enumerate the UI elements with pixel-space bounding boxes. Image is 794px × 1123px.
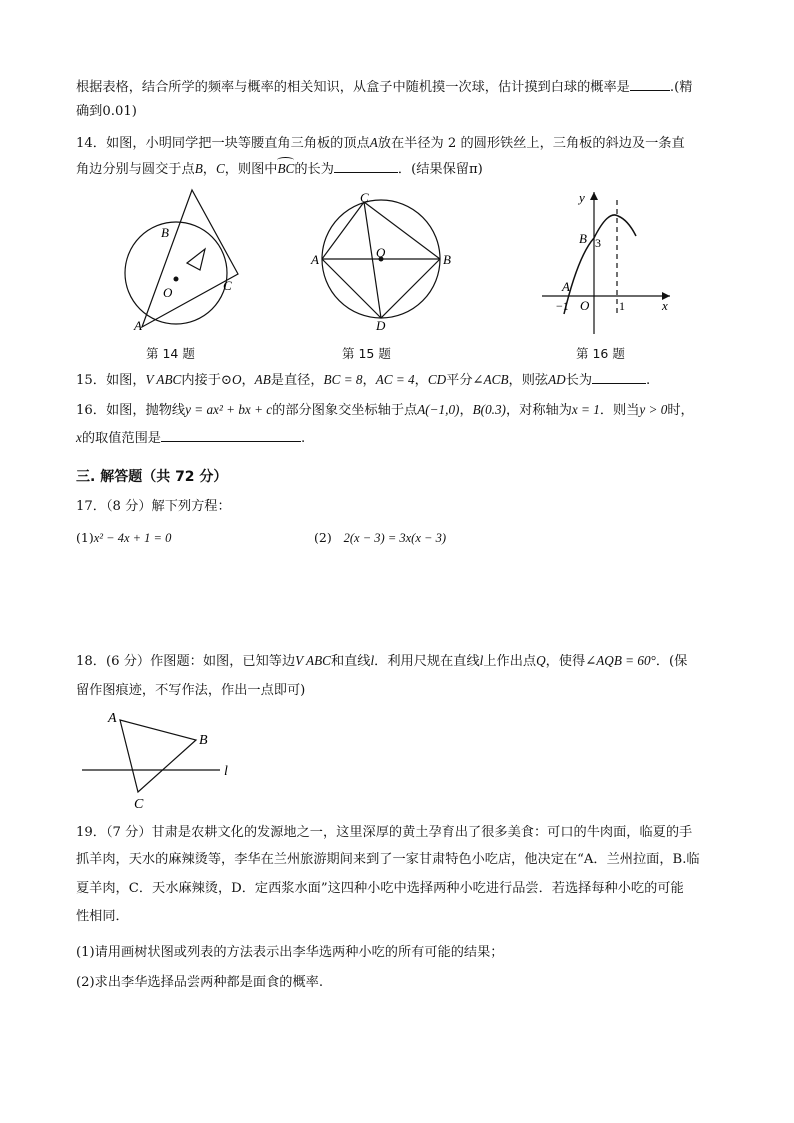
q13-text: 根据表格，结合所学的频率与概率的相关知识，从盒子中随机摸一次球，估计摸到白球的概率是 [76, 80, 630, 95]
fig16-label-neg1: −1 [556, 299, 569, 313]
q13-line-1: 根据表格，结合所学的频率与概率的相关知识，从盒子中随机摸一次球，估计摸到白球的概率是 .(精 [76, 80, 693, 95]
q16-line-1: 16．如图，抛物线y = ax² + bx + c的部分图象交坐标轴于点A(−1,0)，B(0.3)，对称轴为x = 1．则当y > 0时， [76, 402, 694, 418]
fig18-label-C: C [134, 797, 144, 812]
figure-16 [536, 186, 680, 338]
fig18-label-B: B [199, 733, 208, 748]
q16-answer-blank[interactable] [161, 429, 301, 442]
fig16-label-y: y [579, 190, 585, 205]
fig14-triangle [142, 190, 238, 327]
fig16-label-B: B [579, 231, 587, 246]
figure-18 [76, 708, 246, 812]
q19-part-1: (1)请用画树状图或列表的方法表示出李华选两种小吃的所有可能的结果； [76, 945, 504, 960]
fig18-triangle [120, 720, 196, 792]
fig14-label-B: B [161, 225, 169, 240]
q17-part-1: (1)x² − 4x + 1 = 0 [76, 530, 172, 545]
fig18-label-A: A [108, 711, 117, 726]
fig16-label-1: 1 [619, 299, 625, 313]
fig14-label-C: C [223, 278, 232, 293]
fig15-label-O: O [376, 245, 386, 260]
q19-part-2: (2)求出李华选择品尝两种都是面食的概率. [76, 975, 324, 990]
q14-answer-blank[interactable] [334, 160, 398, 173]
q16-line-2: x的取值范围是 . [76, 430, 306, 446]
fig15-label-A: A [311, 252, 319, 267]
fig14-center-point [174, 277, 179, 282]
fig18-label-l: l [224, 764, 228, 779]
q18-line-2: 留作图痕迹，不写作法，作出一点即可) [76, 683, 306, 698]
fig15-label-B: B [443, 252, 451, 267]
q19-line-3: 夏羊肉，C．天水麻辣烫，D．定西浆水面”这四种小吃中选择两种小吃进行品尝．若选择每种小吃的可能 [76, 881, 684, 896]
fig15-label-C: C [360, 192, 369, 205]
q15-line: 15．如图，V ABC内接于⊙O，AB是直径，BC = 8，AC = 4，CD平分∠ACB，则弦AD长为 . [76, 372, 651, 388]
section-3-heading: 三. 解答题（共 72 分） [76, 469, 228, 485]
fig16-label-3: 3 [595, 236, 601, 250]
q19-line-1: 19．（7 分）甘肃是农耕文化的发源地之一，这里深厚的黄土孕育出了很多美食：可口的牛肉面，临夏的手 [76, 825, 693, 840]
q19-line-4: 性相同． [76, 909, 129, 924]
fig15-label-D: D [376, 318, 386, 332]
fig16-label-O: O [580, 298, 590, 313]
q18-line-1: 18．(6 分）作图题：如图，已知等边V ABC和直线l．利用尺规在直线l上作出点Q，使得∠AQB = 60°．(保 [76, 653, 688, 669]
q17-part-2: (2) 2(x − 3) = 3x(x − 3) [314, 530, 446, 545]
fig16-parabola [564, 215, 636, 314]
fig16-label-A: A [562, 279, 570, 294]
q15-answer-blank[interactable] [592, 371, 646, 384]
q14-line-1: 14．如图，小明同学把一块等腰直角三角板的顶点A放在半径为 2 的圆形铁丝上，三角板的斜边及一条直 [76, 135, 685, 151]
arc-bc-label: BC [277, 161, 295, 176]
figure-15 [310, 192, 458, 332]
fig14-caption: 第 14 题 [146, 346, 195, 361]
fig14-label-A: A [134, 318, 142, 333]
fig15-caption: 第 15 题 [342, 346, 391, 361]
fig16-label-x: x [662, 298, 668, 313]
fig15-chord-CD [364, 202, 381, 318]
fig15-chord-AD [322, 259, 381, 318]
fig14-inner-triangle [187, 249, 205, 270]
q17-title: 17．（8 分）解下列方程： [76, 499, 231, 514]
figure-14 [120, 186, 250, 336]
fig16-caption: 第 16 题 [576, 346, 625, 361]
q13-line-2: 确到0.01) [76, 104, 137, 119]
q13-answer-blank[interactable] [630, 78, 670, 91]
q14-line-2: 角边分别与圆交于点B，C，则图中BC的长为 ．(结果保留π) [76, 161, 483, 177]
fig14-label-O: O [163, 285, 173, 300]
q19-line-2: 抓羊肉，天水的麻辣烫等，李华在兰州旅游期间来到了一家甘肃特色小吃店，他决定在“A．兰州拉面，B.临 [76, 852, 700, 867]
